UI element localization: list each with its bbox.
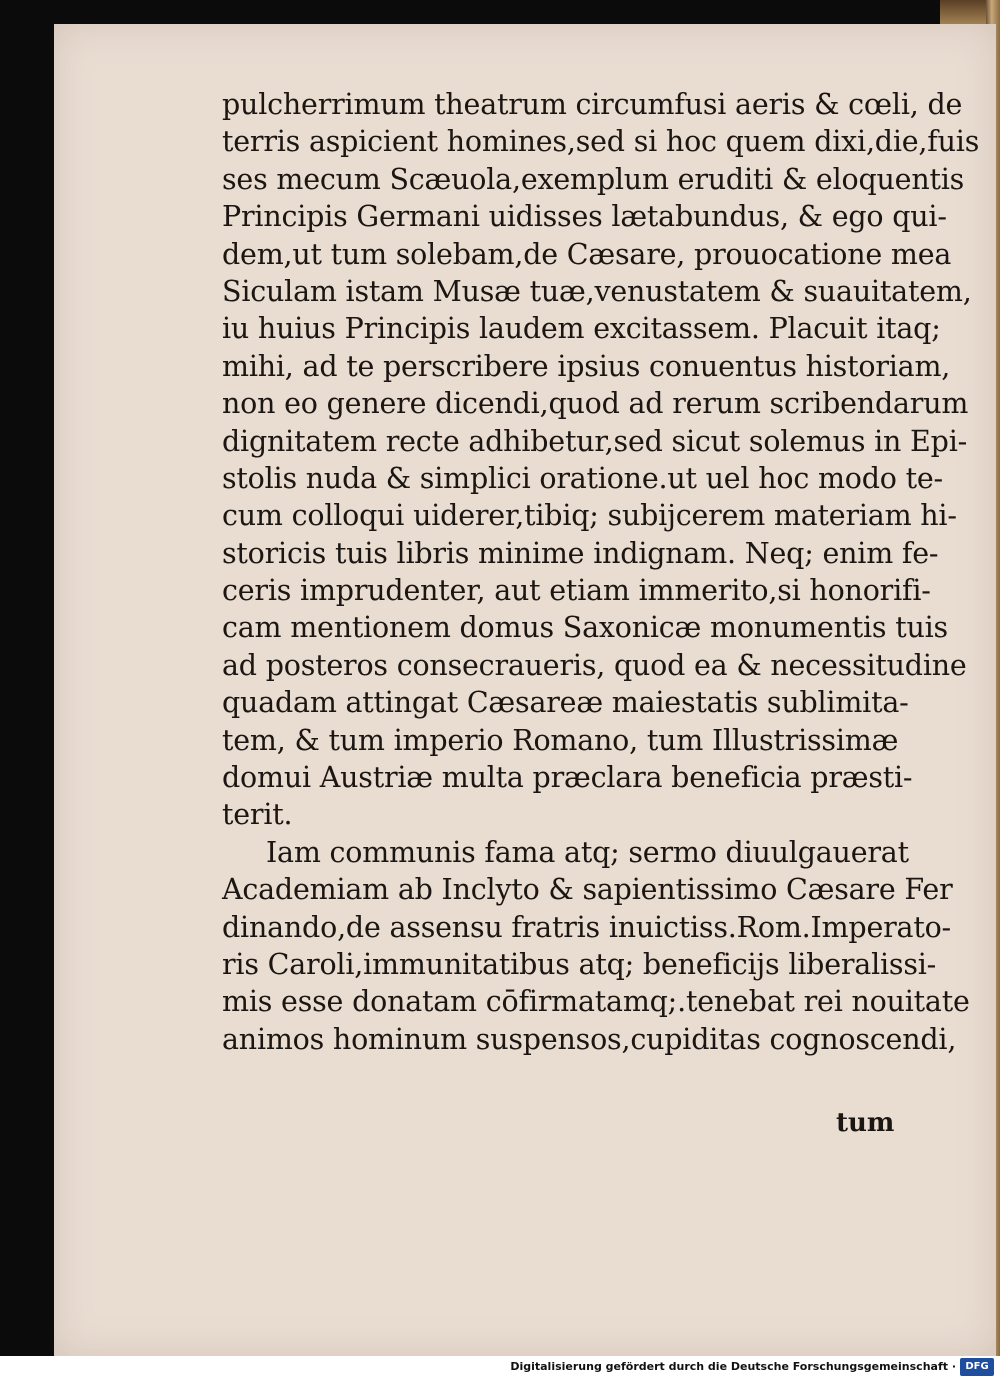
catchword: tum — [836, 1108, 895, 1138]
text-line: domui Austriæ multa præclara beneficia præsti- — [222, 761, 913, 795]
text-line: ceris imprudenter, aut etiam immerito,si honorifi- — [222, 574, 931, 608]
text-line: storicis tuis libris minime indignam. Neq; enim fe- — [222, 536, 939, 570]
paragraph-line: animos hominum suspensos,cupiditas cognoscendi, — [222, 1022, 957, 1056]
text-line: iu huius Principis laudem excitassem. Placuit itaq; — [222, 312, 941, 346]
text-line: tem, & tum imperio Romano, tum Illustrissimæ — [222, 723, 899, 757]
text-line: pulcherrimum theatrum circumfusi aeris & cœli, de — [222, 88, 963, 121]
paragraph-line: ris Caroli,immunitatibus atq; beneficijs liberalissi- — [222, 947, 937, 981]
text-line: ad posteros consecraueris, quod ea & necessitudine — [222, 648, 967, 682]
text-line: cum colloqui uiderer,tibiq; subijcerem materiam hi- — [222, 499, 957, 533]
paragraph-line: mis esse donatam cōfirmatamq;.tenebat rei nouitate — [222, 985, 970, 1019]
dfg-logo-icon[interactable]: DFG — [960, 1358, 994, 1376]
text-line: non eo genere dicendi,quod ad rerum scribendarum — [222, 387, 969, 421]
text-line: Siculam istam Musæ tuæ,venustatem & suauitatem, — [222, 274, 972, 308]
text-line: Principis Germani uidisses lætabundus, & ego qui- — [222, 200, 947, 234]
text-line: cam mentionem domus Saxonicæ monumentis tuis — [222, 611, 948, 645]
text-line: dignitatem recte adhibetur,sed sicut solemus in Epi- — [222, 424, 968, 458]
text-line: terit. — [222, 798, 293, 832]
page-text — [222, 86, 980, 1058]
text-line: stolis nuda & simplici oratione.ut uel hoc modo te- — [222, 461, 943, 495]
paragraph-line: dinando,de assensu fratris inuictiss.Rom.Imperato- — [222, 910, 951, 944]
text-line: quadam attingat Cæsareæ maiestatis sublimita- — [222, 686, 909, 720]
text-line: ses mecum Scæuola,exemplum eruditi & eloquentis — [222, 162, 965, 196]
paragraph-line: Academiam ab Inclyto & sapientissimo Cæsare Fer — [222, 873, 953, 907]
text-line: terris aspicient homines,sed si hoc quem dixi,die,fuis — [222, 125, 980, 159]
text-line: mihi, ad te perscribere ipsius conuentus historiam, — [222, 349, 951, 383]
text-line: dem,ut tum solebam,de Cæsare, prouocatione mea — [222, 237, 952, 271]
footer-bar — [0, 1356, 1000, 1379]
paragraph-line: Iam communis fama atq; sermo diuulgauerat — [266, 835, 909, 869]
funding-credit: Digitalisierung gefördert durch die Deutsche Forschungsgemeinschaft · — [510, 1360, 956, 1373]
